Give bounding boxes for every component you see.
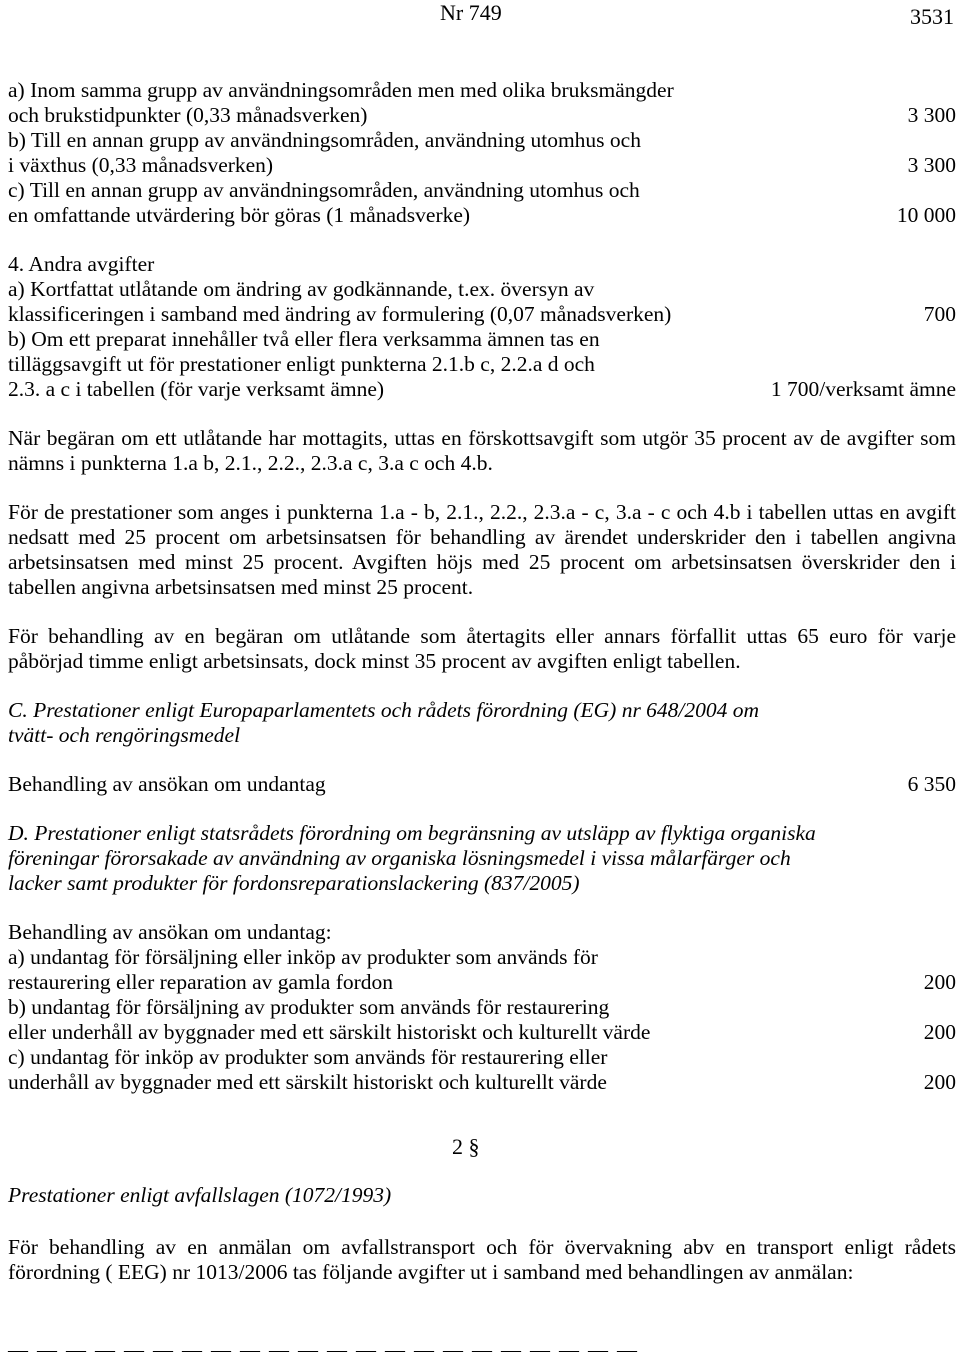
section-c-item-row [8, 772, 956, 797]
item-3b-line1: b) Till en annan grupp av användningsområden, användning utomhus och [8, 128, 641, 152]
item-4a-line2: klassificeringen i samband med ändring av formulering (0,07 månadsverken) [8, 302, 672, 326]
section-4-heading: 4. Andra avgifter [8, 252, 155, 276]
item-3a-line1: a) Inom samma grupp av användningsområden men med olika bruksmängder [8, 78, 674, 102]
item-4a-line1: a) Kortfattat utlåtande om ändring av godkännande, t.ex. översyn av [8, 277, 595, 301]
item-db-line2: eller underhåll av byggnader med ett särskilt historiskt och kulturellt värde [8, 1020, 651, 1044]
waste-paragraph: För behandling av en anmälan om avfallstransport och för övervakning abv en transport enligt rådets förordning ( EEG) nr 1013/2006 tas följande avgifter ut i samband med behandlingen av anmälan: [8, 1235, 956, 1284]
item-4b-row [8, 377, 956, 402]
item-4b-line2: tilläggsavgift ut för prestationer enligt punkterna 2.1.b c, 2.2.a d och [8, 352, 595, 376]
page-number: 3531 [910, 4, 954, 29]
item-4b-line3: 2.3. a c i tabellen (för varje verksamt ämne) [8, 377, 385, 401]
paragraph-fee-adjustment: För de prestationer som anges i punkterna 1.a - b, 2.1., 2.2., 2.3.a - c, 3.a - c och 4.b i tabellen uttas en avgift nedsatt med 25 procent om arbetsinsatsen för behandling av ärendet underskrider den i tabellen angivna arbetsinsatsen med minst 25 procent. Avgiften höjs med 25 procent om arbetsinsatsen överskrider den i tabellen angivna arbetsinsatsen med minst 25 procent. [8, 500, 956, 599]
item-da-row [8, 970, 956, 995]
document-number: Nr 749 [440, 0, 502, 25]
section-c-heading-line2: tvätt- och rengöringsmedel [8, 723, 241, 747]
section-sign-heading: 2 § [452, 1134, 480, 1159]
item-3c-amount: 10 000 [896, 203, 956, 227]
section-d-heading-line1: D. Prestationer enligt statsrådets förordning om begränsning av utsläpp av flyktiga organiska [8, 821, 816, 845]
item-4a-amount: 700 [923, 302, 956, 326]
item-3a-row [8, 103, 956, 128]
item-dc-line2: underhåll av byggnader med ett särskilt historiskt och kulturellt värde [8, 1070, 607, 1094]
item-4b-line1: b) Om ett preparat innehåller två eller flera verksamma ämnen tas en [8, 327, 600, 351]
item-3b-amount: 3 300 [907, 153, 956, 177]
item-3a-line2: och brukstidpunkter (0,33 månadsverken) [8, 103, 368, 127]
item-da-amount: 200 [923, 970, 956, 994]
waste-section [8, 1183, 956, 1285]
item-db-line1: b) undantag för försäljning av produkter som används för restaurering [8, 995, 610, 1019]
paragraph-withdrawn-request: För behandling av en begäran om utlåtande som återtagits eller annars förfallit uttas 65 euro för varje påbörjad timme enligt arbetsinsats, dock minst 35 procent av avgiften enligt tabellen. [8, 624, 956, 673]
section-c-item-amount: 6 350 [907, 772, 956, 796]
item-da-line1: a) undantag för försäljning eller inköp av produkter som används för [8, 945, 598, 969]
item-3b-row [8, 153, 956, 178]
item-db-row [8, 1020, 956, 1045]
paragraph-advance-fee: När begäran om ett utlåtande har mottagits, uttas en förskottsavgift som utgör 35 procent av de avgifter som nämns i punkterna 1.a b, 2.1., 2.2., 2.3.a c, 3.a c och 4.b. [8, 426, 956, 475]
item-3c-row [8, 203, 956, 228]
item-4a-row [8, 302, 956, 327]
waste-heading: Prestationer enligt avfallslagen (1072/1993) [8, 1183, 392, 1207]
section-c-item-label: Behandling av ansökan om undantag [8, 772, 326, 796]
item-3c-line2: en omfattande utvärdering bör göras (1 månadsverke) [8, 203, 471, 227]
item-dc-row [8, 1070, 956, 1095]
section-d-heading-line3: lacker samt produkter för fordonsreparationslackering (837/2005) [8, 871, 580, 895]
section-c-heading-line1: C. Prestationer enligt Europaparlamentets och rådets förordning (EG) nr 648/2004 om [8, 698, 760, 722]
item-db-amount: 200 [923, 1020, 956, 1044]
item-4b-amount: 1 700/verksamt ämne [770, 377, 956, 401]
section-d-intro: Behandling av ansökan om undantag: [8, 920, 332, 944]
item-dc-amount: 200 [923, 1070, 956, 1094]
item-da-line2: restaurering eller reparation av gamla fordon [8, 970, 394, 994]
page-content [8, 78, 956, 1095]
item-dc-line1: c) undantag för inköp av produkter som används för restaurering eller [8, 1045, 608, 1069]
footer-dash-line: — — — — — — — — — — — — — — — — — — — — — — [8, 1339, 639, 1361]
item-3b-line2: i växthus (0,33 månadsverken) [8, 153, 274, 177]
item-3c-line1: c) Till en annan grupp av användningsområden, användning utomhus och [8, 178, 640, 202]
section-d-heading-line2: föreningar förorsakade av användning av organiska lösningsmedel i vissa målarfärger och [8, 846, 791, 870]
item-3a-amount: 3 300 [907, 103, 956, 127]
